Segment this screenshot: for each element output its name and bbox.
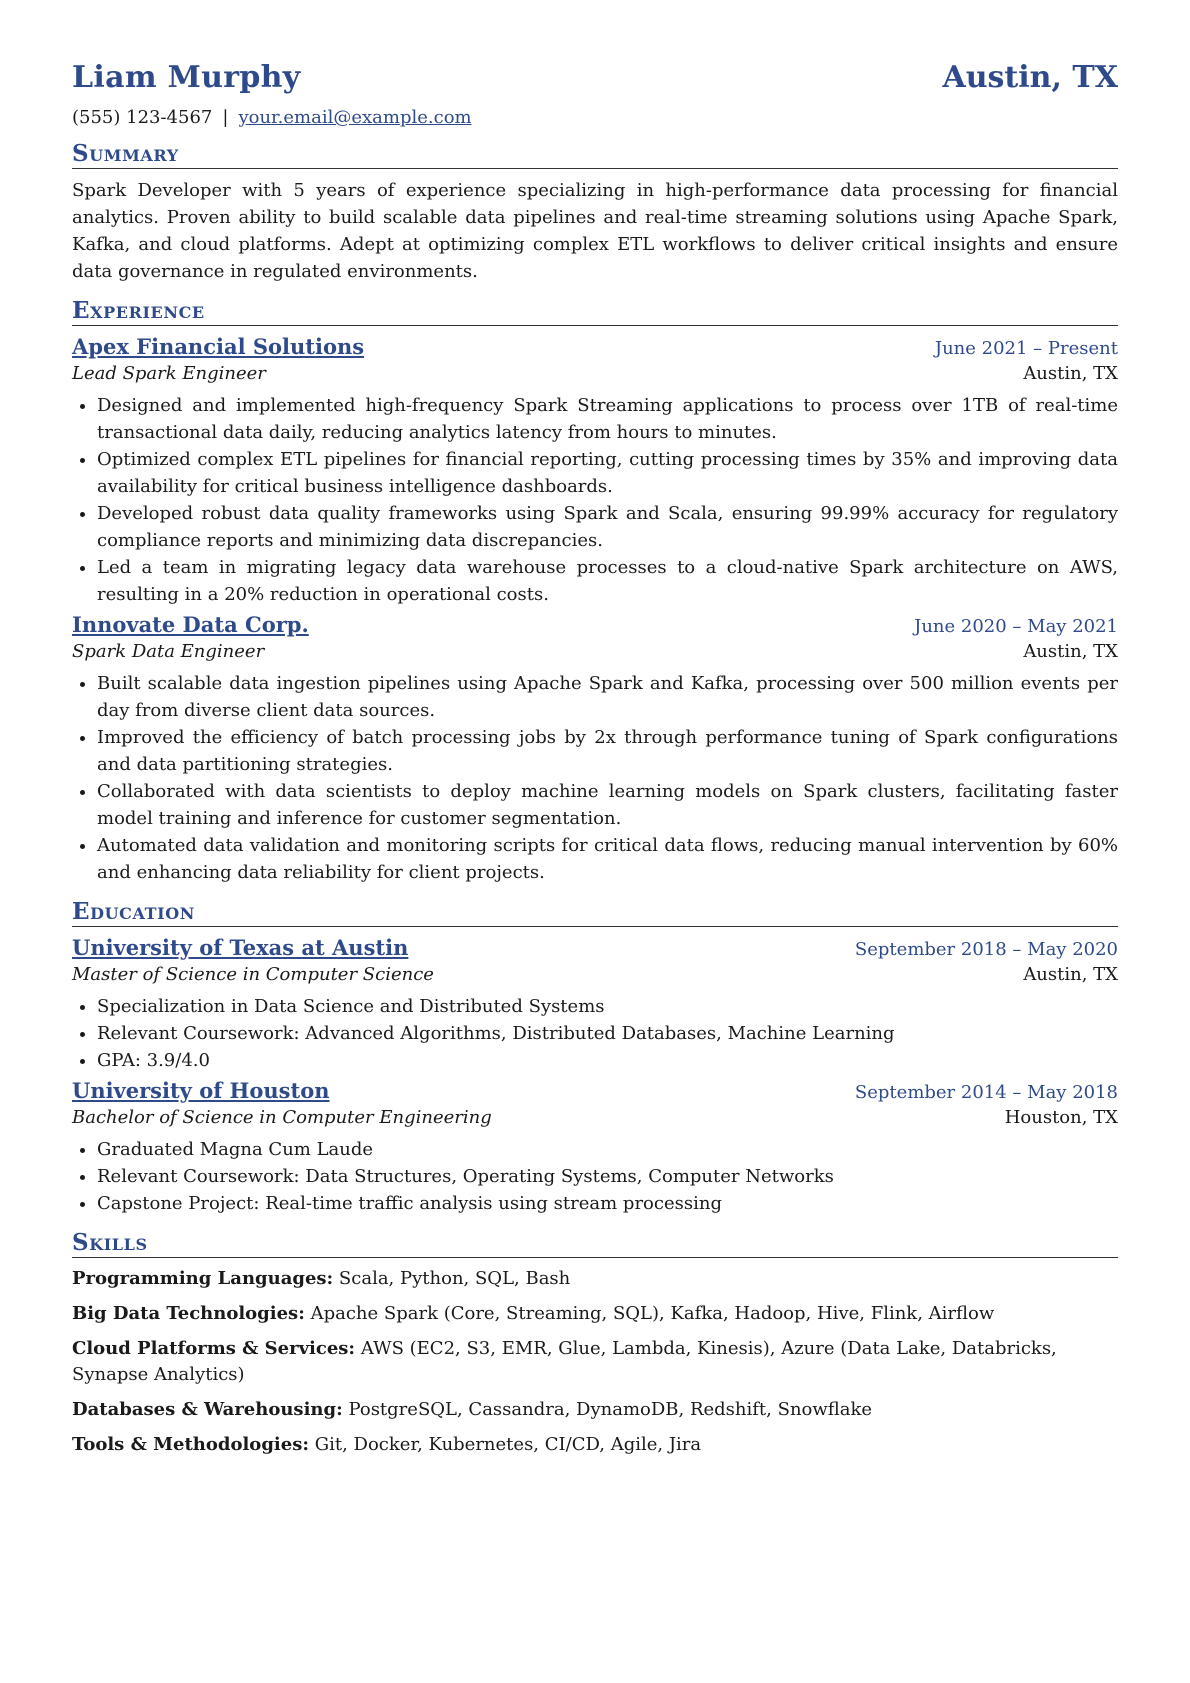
job-entry	[72, 334, 1118, 608]
education-title: Education	[72, 898, 1118, 927]
school-name[interactable]: University of Texas at Austin	[72, 935, 409, 960]
email-link[interactable]: your.email@example.com	[238, 107, 472, 128]
job-location: Austin, TX	[1023, 641, 1118, 662]
skill-label: Tools & Methodologies:	[72, 1434, 309, 1455]
skill-value: Apache Spark (Core, Streaming, SQL), Kafka, Hadoop, Hive, Flink, Airflow	[310, 1303, 995, 1324]
job-bullets	[72, 392, 1118, 608]
company-name[interactable]: Apex Financial Solutions	[72, 334, 365, 359]
job-dates: June 2021 – Present	[934, 338, 1118, 359]
bullet-item: • Automated data validation and monitoring scripts for critical data flows, reducing manual intervention by 60% and enhancing data reliability for client projects.	[97, 832, 1118, 886]
bullet-item: • Collaborated with data scientists to deploy machine learning models on Spark clusters, facilitating faster model training and inference for customer segmentation.	[97, 778, 1118, 832]
skill-line	[72, 1301, 1118, 1327]
bullet-item: • Built scalable data ingestion pipelines using Apache Spark and Kafka, processing over 500 million events per day from diverse client data sources.	[97, 670, 1118, 724]
skill-line	[72, 1266, 1118, 1292]
contact-line	[72, 107, 1118, 128]
resume-header	[72, 60, 1118, 95]
candidate-location: Austin, TX	[942, 60, 1118, 95]
skill-label: Big Data Technologies:	[72, 1303, 305, 1324]
school-name[interactable]: University of Houston	[72, 1078, 330, 1103]
degree: Bachelor of Science in Computer Engineering	[72, 1107, 492, 1128]
school-bullets	[72, 993, 1118, 1074]
bullet-item: • Designed and implemented high-frequency Spark Streaming applications to process over 1TB of real-time transactional data daily, reducing analytics latency from hours to minutes.	[97, 392, 1118, 446]
candidate-name: Liam Murphy	[72, 60, 301, 95]
contact-separator: |	[222, 107, 229, 128]
school-entry	[72, 1078, 1118, 1217]
job-location: Austin, TX	[1023, 363, 1118, 384]
skill-value: AWS (EC2, S3, EMR, Glue, Lambda, Kinesis), Azure (Data Lake, Databricks, Synapse Analytics)	[72, 1338, 1057, 1385]
skills-title: Skills	[72, 1229, 1118, 1258]
skill-label: Databases & Warehousing:	[72, 1399, 343, 1420]
skill-label: Programming Languages:	[72, 1268, 334, 1289]
bullet-item: • Specialization in Data Science and Distributed Systems	[97, 993, 1118, 1020]
summary-text: Spark Developer with 5 years of experience specializing in high-performance data processing for financial analytics. Proven ability to build scalable data pipelines and real-time streaming solutions using Apache Spark, Kafka, and cloud platforms. Adept at optimizing complex ETL workflows to deliver critical insights and ensure data governance in regulated environments.	[72, 180, 1118, 282]
skill-label: Cloud Platforms & Services:	[72, 1338, 356, 1359]
bullet-item: • Relevant Coursework: Data Structures, Operating Systems, Computer Networks	[97, 1163, 1118, 1190]
skill-line	[72, 1336, 1118, 1388]
bullet-item: • Graduated Magna Cum Laude	[97, 1136, 1118, 1163]
bullet-item: • Improved the efficiency of batch processing jobs by 2x through performance tuning of Spark configurations and data partitioning strategies.	[97, 724, 1118, 778]
bullet-item: • Relevant Coursework: Advanced Algorithms, Distributed Databases, Machine Learning	[97, 1020, 1118, 1047]
skill-line	[72, 1432, 1118, 1458]
skill-value: Git, Docker, Kubernetes, CI/CD, Agile, Jira	[314, 1434, 702, 1455]
school-dates: September 2018 – May 2020	[854, 939, 1118, 960]
bullet-item: • Capstone Project: Real-time traffic analysis using stream processing	[97, 1190, 1118, 1217]
company-name[interactable]: Innovate Data Corp.	[72, 612, 309, 637]
phone-number: (555) 123-4567	[72, 107, 213, 128]
job-title: Lead Spark Engineer	[72, 363, 266, 384]
skill-value: Scala, Python, SQL, Bash	[338, 1268, 571, 1289]
degree: Master of Science in Computer Science	[72, 964, 434, 985]
bullet-item: • GPA: 3.9/4.0	[97, 1047, 1118, 1074]
school-location: Houston, TX	[1004, 1107, 1118, 1128]
school-bullets	[72, 1136, 1118, 1217]
skill-line	[72, 1397, 1118, 1423]
school-location: Austin, TX	[1023, 964, 1118, 985]
experience-title: Experience	[72, 297, 1118, 326]
bullet-item: • Optimized complex ETL pipelines for financial reporting, cutting processing times by 35% and improving data availability for critical business intelligence dashboards.	[97, 446, 1118, 500]
summary-title: Summary	[72, 140, 1118, 169]
school-entry	[72, 935, 1118, 1074]
skills-section	[72, 1229, 1118, 1458]
bullet-item: • Developed robust data quality frameworks using Spark and Scala, ensuring 99.99% accuracy for regulatory compliance reports and minimizing data discrepancies.	[97, 500, 1118, 554]
experience-section	[72, 297, 1118, 886]
education-section	[72, 898, 1118, 1217]
school-dates: September 2014 – May 2018	[854, 1082, 1118, 1103]
summary-section	[72, 140, 1118, 285]
job-dates: June 2020 – May 2021	[914, 616, 1118, 637]
job-title: Spark Data Engineer	[72, 641, 265, 662]
job-bullets	[72, 670, 1118, 886]
bullet-item: • Led a team in migrating legacy data warehouse processes to a cloud-native Spark architecture on AWS, resulting in a 20% reduction in operational costs.	[97, 554, 1118, 608]
skill-value: PostgreSQL, Cassandra, DynamoDB, Redshift, Snowflake	[348, 1399, 873, 1420]
job-entry	[72, 612, 1118, 886]
